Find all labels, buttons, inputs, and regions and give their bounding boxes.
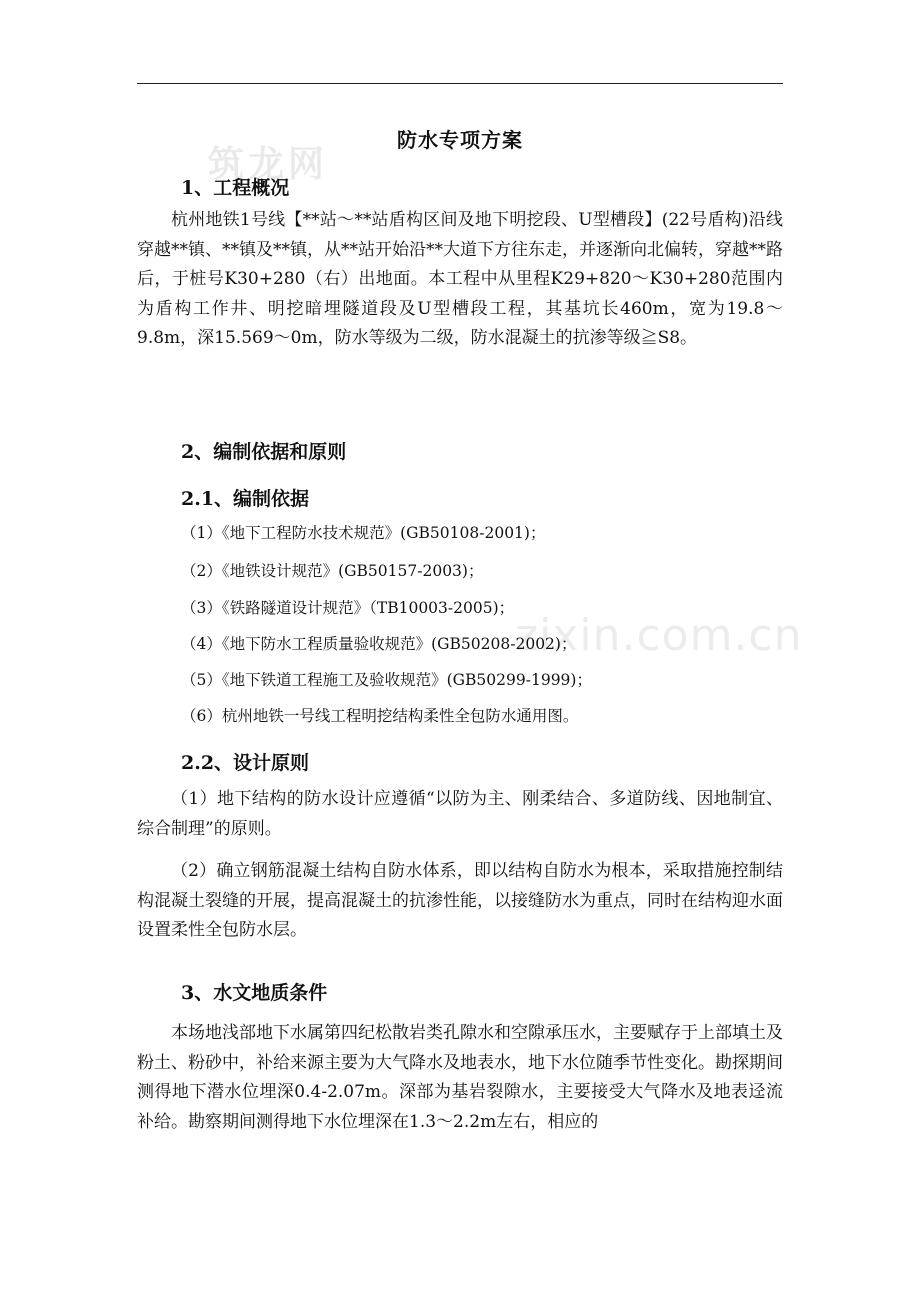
reference-item-1: （1）《地下工程防水技术规范》(GB50108-2001)； (181, 524, 546, 542)
section-3-paragraph: 本场地浅部地下水属第四纪松散岩类孔隙水和空隙承压水，主要赋存于上部填土及粉土、粉砂中，补给来源主要为大气降水及地表水，地下水位随季节性变化。勘探期间测得地下潜水位埋深0.4-2.07m。深部为基岩裂隙水，主要接受大气降水及地表迳流补给。勘察期间测得地下水位埋深在1.3～2.2m左右，相应的 (137, 1023, 783, 1132)
watermark-top: 筑龙网 (208, 143, 329, 185)
section-1-heading: 1、工程概况 (181, 177, 290, 199)
reference-item-3: （3）《铁路隧道设计规范》（TB10003-2005)； (181, 599, 515, 617)
section-2-1-heading: 2.1、编制依据 (181, 488, 310, 510)
section-3-heading: 3、水文地质条件 (181, 982, 328, 1004)
section-2-2-heading: 2.2、设计原则 (181, 752, 310, 774)
header-rule (137, 83, 783, 84)
section-1-paragraph: 杭州地铁1号线【**站～**站盾构区间及地下明挖段、U型槽段】(22号盾构)沿线穿越**镇、**镇及**镇，从**站开始沿**大道下方往东走，并逐渐向北偏转，穿越**路后，于桩号K30+280（右）出地面。本工程中从里程K29+820～K30+280范围内为盾构工作井、明挖暗埋隧道段及U型槽段工程，其基坑长460m，宽为19.8～9.8m，深15.569～0m，防水等级为二级，防水混凝土的抗渗等级≧S8。 (137, 210, 783, 348)
section-2-heading: 2、编制依据和原则 (181, 441, 347, 463)
document-title: 防水专项方案 (397, 128, 523, 152)
watermark-middle: zixin.com.cn (515, 610, 803, 661)
reference-item-6: （6）杭州地铁一号线工程明挖结构柔性全包防水通用图。 (181, 707, 579, 725)
principle-paragraph-2: （2）确立钢筋混凝土结构自防水体系，即以结构自防水为根本，采取措施控制结构混凝土裂缝的开展，提高混凝土的抗渗性能，以接缝防水为重点，同时在结构迎水面设置柔性全包防水层。 (137, 861, 783, 940)
principle-paragraph-1: （1）地下结构的防水设计应遵循“以防为主、刚柔结合、多道防线、因地制宜、综合制理”的原则。 (137, 789, 783, 839)
reference-item-5: （5）《地下铁道工程施工及验收规范》(GB50299-1999)； (181, 671, 592, 689)
reference-item-4: （4）《地下防水工程质量验收规范》(GB50208-2002)； (181, 635, 577, 653)
reference-item-2: （2）《地铁设计规范》(GB50157-2003)； (181, 562, 484, 580)
